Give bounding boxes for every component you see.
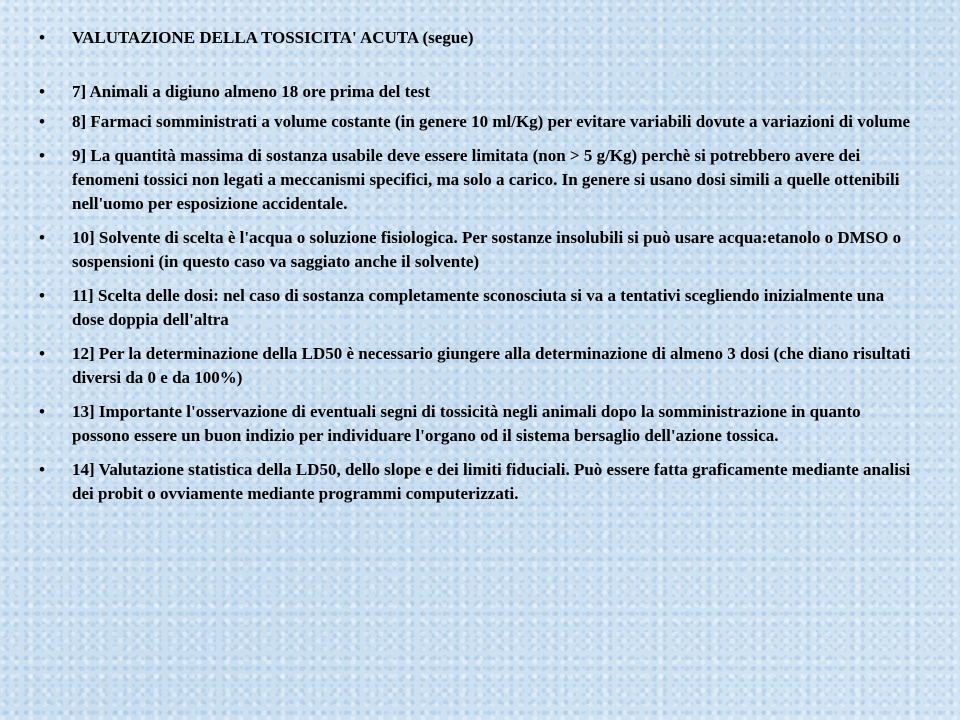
list-item-text: 13] Importante l'osservazione di eventuali segni di tossicità negli animali dopo la somministrazione in quanto possono essere un buon indizio per individuare l'organo od il sistema bersaglio dell'azione tossica. (72, 402, 861, 445)
bullet-dot: • (39, 28, 45, 47)
slide-title: VALUTAZIONE DELLA TOSSICITA' ACUTA (segue) (72, 28, 474, 47)
bullet-dot: • (39, 146, 45, 165)
list-item-text: 11] Scelta delle dosi: nel caso di sostanza completamente sconosciuta si va a tentativi scegliendo inizialmente una dose doppia dell'altra (72, 286, 885, 329)
list-item-text: 14] Valutazione statistica della LD50, dello slope e dei limiti fiduciali. Può essere fatta graficamente mediante analisi dei probit o ovviamente mediante programmi computerizzati. (72, 460, 911, 503)
bullet-dot: • (39, 460, 45, 479)
list-item (36, 144, 916, 216)
bullet-dot: • (39, 112, 45, 131)
list-item-text: 8] Farmaci somministrati a volume costante (in genere 10 ml/Kg) per evitare variabili dovute a variazioni di volume (72, 112, 911, 131)
bullet-dot: • (39, 402, 45, 421)
list-item (36, 110, 916, 134)
bullet-dot: • (39, 228, 45, 247)
list-item (36, 284, 916, 332)
list-item-text: 12] Per la determinazione della LD50 è necessario giungere alla determinazione di almeno 3 dosi (che diano risultati diversi da 0 e da 100%) (72, 344, 911, 387)
list-item (36, 400, 916, 448)
bullet-dot: • (39, 82, 45, 101)
list-item-text: 7] Animali a digiuno almeno 18 ore prima del test (72, 82, 431, 101)
slide-title-item (36, 26, 916, 50)
list-item (36, 226, 916, 274)
bullet-dot: • (39, 344, 45, 363)
list-item-text: 10] Solvente di scelta è l'acqua o soluzione fisiologica. Per sostanze insolubili si può usare acqua:etanolo o DMSO o sospensioni (in questo caso va saggiato anche il solvente) (72, 228, 902, 271)
list-item-text: 9] La quantità massima di sostanza usabile deve essere limitata (non > 5 g/Kg) perchè si potrebbero avere dei fenomeni tossici non legati a meccanismi specifici, ma solo a carico. In genere si usano dosi simili a quelle ottenibili nell'uomo per esposizione accidentale. (72, 146, 900, 213)
bullet-list (36, 26, 916, 516)
list-item (36, 80, 916, 104)
list-item (36, 342, 916, 390)
list-item (36, 458, 916, 506)
bullet-dot: • (39, 286, 45, 305)
